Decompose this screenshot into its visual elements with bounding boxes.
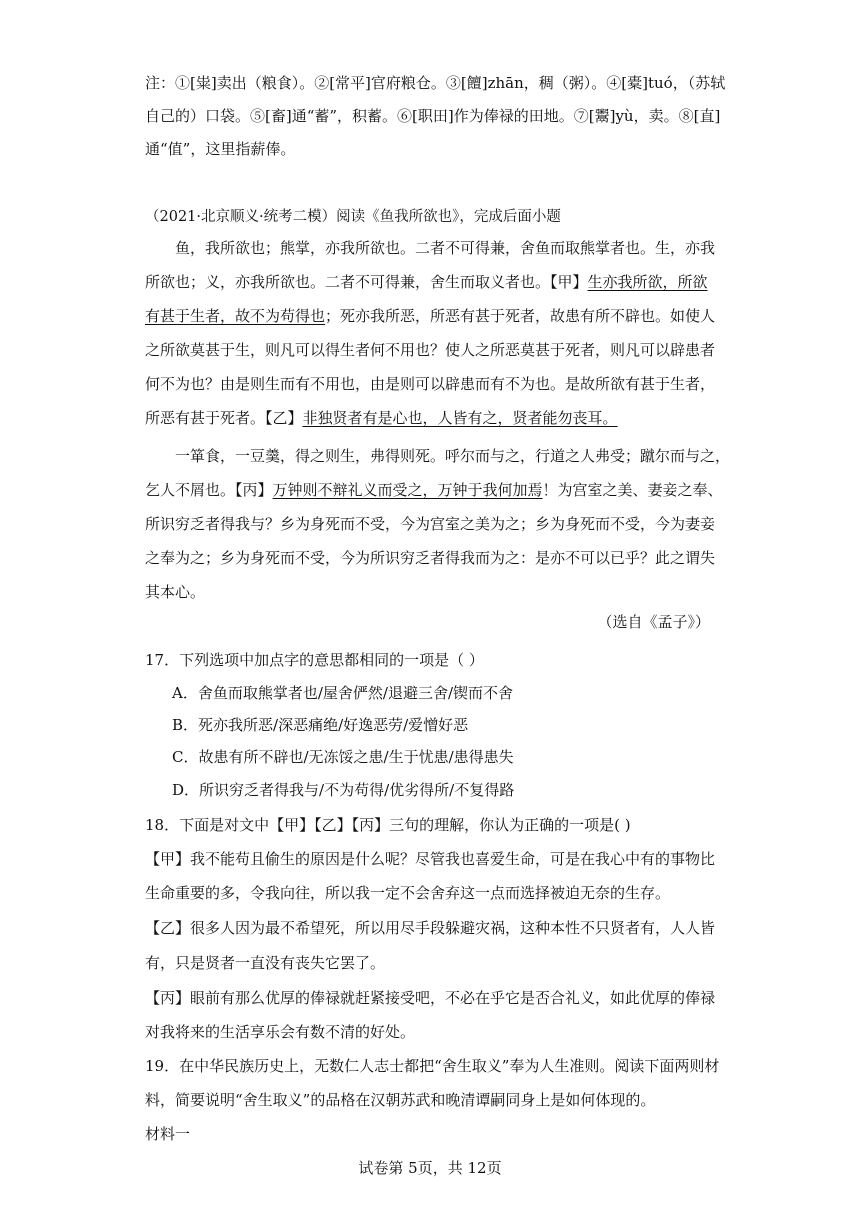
passage-p2-line-2: 乞人不屑也。【丙】万钟则不辩礼义而受之，万钟于我何加焉！为宫室之美、妻妾之奉、 (145, 481, 723, 499)
passage-p1-line-2: 所欲也；义，亦我所欲也。二者不可得兼，舍生而取义者也。【甲】生亦我所欲，所欲 (145, 273, 708, 291)
q19-material-label: 材料一 (145, 1125, 191, 1143)
q18-jia-line-2: 生命重要的多，令我向往，所以我一定不会舍弃这一点而选择被迫无奈的生存。 (145, 884, 671, 902)
passage-p1-line-5: 何不为也？由是则生而有不用也，由是则可以辟患而有不为也。是故所欲有甚于生者， (145, 375, 716, 393)
sentence-yi-underline: 非独贤者有是心也，人皆有之，贤者能勿丧耳。 (302, 409, 618, 427)
q17-option-b: B．死亦我所恶/深恶痛绝/好逸恶劳/爱憎好恶 (172, 716, 469, 734)
q18-jia-line-1: 【甲】我不能苟且偷生的原因是什么呢？尽管我也喜爱生命，可是在我心中有的事物比 (145, 850, 716, 868)
q18-bing-line-1: 【丙】眼前有那么优厚的俸禄就赶紧接受吧，不必在乎它是否合礼义，如此优厚的俸禄 (145, 989, 716, 1007)
q18-yi-line-2: 有，只是贤者一直没有丧失它罢了。 (145, 954, 386, 972)
q17-stem: 17．下列选项中加点字的意思都相同的一项是（ ） (145, 651, 484, 669)
sentence-jia-underline-cont: 有甚于生者，故不为苟得也 (145, 307, 326, 325)
passage-p1-line-3: 有甚于生者，故不为苟得也；死亦我所恶，所恶有甚于死者，故患有所不辟也。如使人 (145, 307, 716, 325)
q17-option-a: A．舍鱼而取熊掌者也/屋舍俨然/退避三舍/锲而不舍 (172, 684, 513, 702)
passage-p1-line-6: 所恶有甚于死者。【乙】非独贤者有是心也，人皆有之，贤者能勿丧耳。 (145, 409, 618, 427)
q18-bing-line-2: 对我将来的生活享乐会有数不清的好处。 (145, 1023, 416, 1041)
sentence-jia-underline: 生亦我所欲，所欲 (587, 273, 708, 291)
passage-p2-line-5: 其本心。 (145, 583, 206, 601)
sentence-bing-underline: 万钟则不辩礼义而受之，万钟于我何加焉 (272, 481, 543, 499)
passage-p2-line-3: 所识穷乏者得我与？乡为身死而不受，今为宫室之美为之；乡为身死而不受，今为妻妾 (145, 515, 716, 533)
passage-p2-line-1: 一箪食，一豆羹，得之则生，弗得则死。呼尔而与之，行道之人弗受；蹴尔而与之， (175, 447, 731, 465)
note-line-1: 注：①[粜]卖出（粮食）。②[常平]官府粮仓。③[饘]zhān，稠（粥）。④[橐]tuó，（苏轼 (145, 74, 726, 92)
passage-p1-line-1: 鱼，我所欲也；熊掌，亦我所欲也。二者不可得兼，舍鱼而取熊掌者也。生，亦我 (175, 239, 716, 257)
passage-p2-line-4: 之奉为之；乡为身死而不受，今为所识穷乏者得我而为之：是亦不可以已乎？此之谓失 (145, 549, 716, 567)
q19-line-2: 料，简要说明“舍生取义”的品格在汉朝苏武和晚清谭嗣同身上是如何体现的。 (145, 1091, 656, 1109)
q18-yi-line-1: 【乙】很多人因为最不希望死，所以用尽手段躲避灾祸，这种本性不只贤者有，人人皆 (145, 919, 716, 937)
q17-option-d: D．所识穷乏者得我与/不为苟得/优劣得所/不复得路 (172, 781, 515, 799)
q18-stem: 18．下面是对文中【甲】【乙】【丙】三句的理解，你认为正确的一项是( ) (145, 816, 631, 834)
source-header: （2021·北京顺义·统考二模）阅读《鱼我所欲也》，完成后面小题 (145, 209, 561, 225)
q17-option-c: C．故患有所不辟也/无冻馁之患/生于忧患/患得患失 (172, 748, 514, 766)
passage-p1-line-4: 之所欲莫甚于生，则凡可以得生者何不用也？使人之所恶莫甚于死者，则凡可以辟患者 (145, 341, 716, 359)
note-line-2: 自己的）口袋。⑤[畜]通“蓄”，积蓄。⑥[职田]作为俸禄的田地。⑦[鬻]yù，卖。⑧[直] (145, 107, 721, 125)
note-line-3: 通“值”，这里指薪俸。 (145, 140, 296, 158)
page-footer: 试卷第 5页，共 12页 (358, 1159, 502, 1177)
q19-line-1: 19．在中华民族历史上，无数仁人志士都把“舍生取义”奉为人生准则。阅读下面两则材 (145, 1057, 720, 1075)
passage-source: （选自《孟子》） (597, 613, 710, 631)
